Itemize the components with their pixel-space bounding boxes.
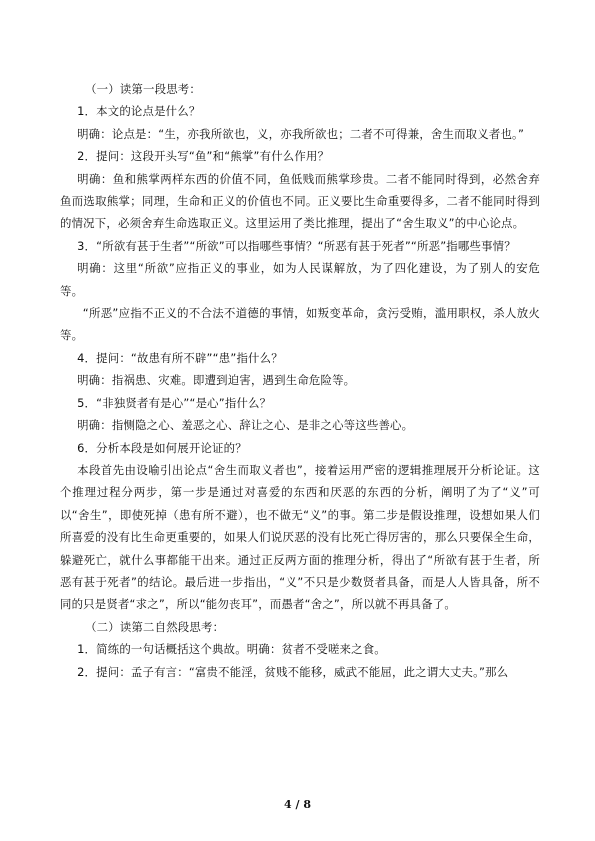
document-body — [60, 78, 540, 683]
answer-3-continued: “所恶”应指不正义的不合法不道德的事情，如叛变革命，贪污受贿，滥用职权，杀人放火等。 — [60, 306, 540, 343]
question-6: 6．分析本段是如何展开论证的？ — [77, 440, 247, 455]
question-5: 5．“非独贤者有是心”“是心”指什么？ — [77, 395, 272, 410]
answer-6: 本段首先由设喻引出论点“舍生而取义者也”，接着运用严密的逻辑推理展开分析论证。这个推理过程分两步，第一步是通过对喜爱的东西和厌恶的东西的分析，阐明了为了“义”可以“舍生”，即使死掉（患有所不避），也不做无“义”的事。第二步是假设推理，设想如果人们所喜爱的没有比生命更重要的，如果人们说厌恶的没有比死亡得厉害的，那么只要保全生命，躲避死亡，就什么事都能干出来。通过正反两方面的推理分析，得出了“所欲有甚于生者，所恶有甚于死者”的结论。最后进一步指出，“义”不只是少数贤者具备，而是人人皆具备，所不同的只是贤者“求之”，所以“能勿丧耳”，而愚者“舍之”，所以就不再具备了。 — [60, 462, 540, 612]
question-3: 3．“所欲有甚于生者”“所欲”可以指哪些事情？“所恶有甚于死者”“所恶”指哪些事情？ — [77, 238, 516, 253]
question-4: 4．提问：“故患有所不辟”“患”指什么？ — [77, 350, 283, 365]
answer-3: 明确：这里“所欲”应指正义的事业，如为人民谋解放，为了四化建设，为了别人的安危等。 — [60, 261, 540, 298]
answer-4: 明确：指祸患、灾难。即遭到迫害，遇到生命危险等。 — [77, 373, 356, 388]
answer-5: 明确：指恻隐之心、羞恶之心、辞让之心、是非之心等这些善心。 — [77, 418, 414, 433]
answer-2: 明确：鱼和熊掌两样东西的价值不同，鱼低贱而熊掌珍贵。二者不能同时得到，必然舍弃鱼而选取熊掌；同理，生命和正义的价值也不同。正义要比生命重要得多，二者不能同时得到的情况下，必须舍弃生命选取正义。这里运用了类比推理，提出了“舍生取义”的中心论点。 — [60, 171, 540, 231]
question-1: 1．本文的论点是什么？ — [77, 104, 201, 119]
section-heading-1: （一）读第一段思考： — [85, 82, 201, 96]
answer-1: 明确：论点是：“生，亦我所欲也，义，亦我所欲也；二者不可得兼，舍生而取义者也。” — [77, 126, 525, 141]
section-heading-2: （二）读第二自然段思考： — [85, 619, 225, 634]
section-2-question-2: 2．提问：孟子有言：“富贵不能淫，贫贱不能移，威武不能屈，此之谓大丈夫。”那么 — [77, 664, 509, 679]
question-2: 2．提问：这段开头写“鱼”和“熊掌”有什么作用？ — [77, 149, 330, 164]
section-2-question-1: 1．简练的一句话概括这个典故。明确：贫者不受嗟来之食。 — [77, 642, 386, 657]
page-number: 4 / 8 — [284, 798, 311, 811]
